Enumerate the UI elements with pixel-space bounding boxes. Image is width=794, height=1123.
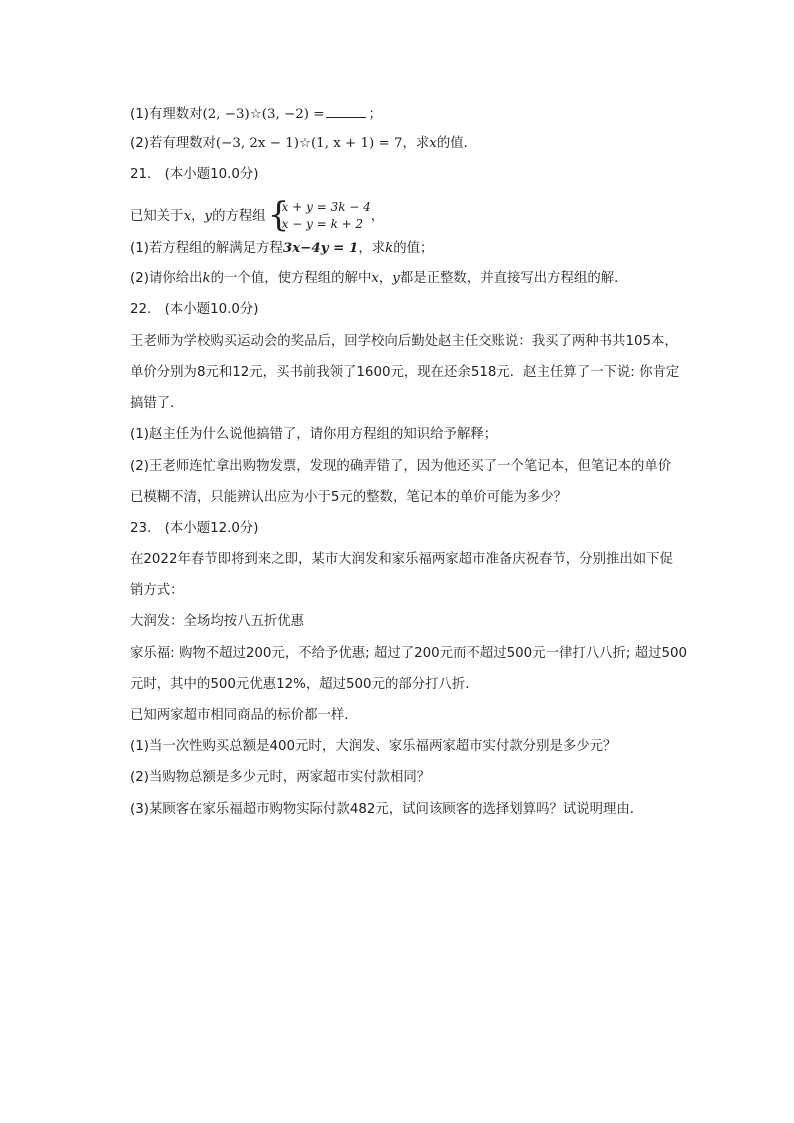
equation-system [267, 195, 371, 235]
q23-part1: (1)当一次性购买总额是400元时，大润发、家乐福两家超市实付款分别是多少元？ [130, 739, 617, 754]
q21-intro: 已知关于x，y的方程组 { x + y = 3k − 4 x − y = k + 2 ， [130, 195, 385, 235]
q23-text-line6: 已知两家超市相同商品的标价都一样． [130, 708, 358, 723]
q22-text-line2: 单价分别为8元和12元，买书前我领了1600元，现在还余518元．赵主任算了一下说: 你肯定 [130, 365, 680, 380]
q20-part2: (2)若有理数对(−3, 2x − 1)☆(1, x + 1) = 7，求x的值． [130, 136, 478, 151]
q23-text-line3: 大润发：全场均按八五折优惠 [130, 614, 305, 629]
q21-part1-equation: 3x−4y = 1 [282, 240, 359, 256]
equation-1: x + y = 3k − 4 [281, 200, 371, 214]
q23-text-line1: 在2022年春节即将到来之即，某市大润发和家乐福两家超市准备庆祝春节，分别推出如下促 [130, 552, 673, 567]
q22-part1: (1)赵主任为什么说他搞错了，请你用方程组的知识给予解释； [130, 427, 498, 442]
q23-text-line2: 销方式： [130, 583, 184, 598]
q21-part2: (2)请你给出k的一个值，使方程组的解中x，y都是正整数，并直接写出方程组的解． [130, 271, 628, 286]
equation-2: x − y = k + 2 [281, 217, 364, 231]
left-brace-icon: { [267, 195, 290, 235]
q22-text-line1: 王老师为学校购买运动会的奖品后，回学校向后勤处赵主任交账说：我买了两种书共105本， [130, 334, 678, 349]
q20-part1: (1)有理数对(2, −3)☆(3, −2) = ； [130, 103, 382, 125]
q23-header: 23. (本小题12.0分) [130, 521, 259, 536]
q23-text-line4: 家乐福: 购物不超过200元，不给予优惠; 超过了200元而不超过500元一律打八八折; 超过500 [130, 646, 688, 661]
answer-blank[interactable] [326, 103, 366, 118]
q22-part2-line1: (2)王老师连忙拿出购物发票，发现的确弄错了，因为他还买了一个笔记本，但笔记本的单价 [130, 459, 672, 474]
q23-part3: (3)某顾客在家乐福超市购物实际付款482元，试问该顾客的选择划算吗？试说明理由． [130, 802, 644, 817]
q23-part2: (2)当购物总额是多少元时，两家超市实付款相同？ [130, 770, 431, 785]
q20-part2-math: (−3, 2x − 1)☆(1, x + 1) = 7 [215, 136, 403, 151]
q21-part1: (1)若方程组的解满足方程3x−4y = 1，求k的值； [130, 240, 434, 256]
q22-header: 22. (本小题10.0分) [130, 302, 259, 317]
q22-part2-line2: 已模糊不清，只能辨认出应为小于5元的整数，笔记本的单价可能为多少？ [130, 490, 568, 505]
q21-header: 21. (本小题10.0分) [130, 167, 259, 182]
q22-text-line3: 搞错了． [130, 396, 184, 411]
q20-part1-math: (2, −3)☆(3, −2) = [202, 107, 325, 122]
q23-text-line5: 元时，其中的500元优惠12%，超过500元的部分打八折． [130, 677, 479, 692]
